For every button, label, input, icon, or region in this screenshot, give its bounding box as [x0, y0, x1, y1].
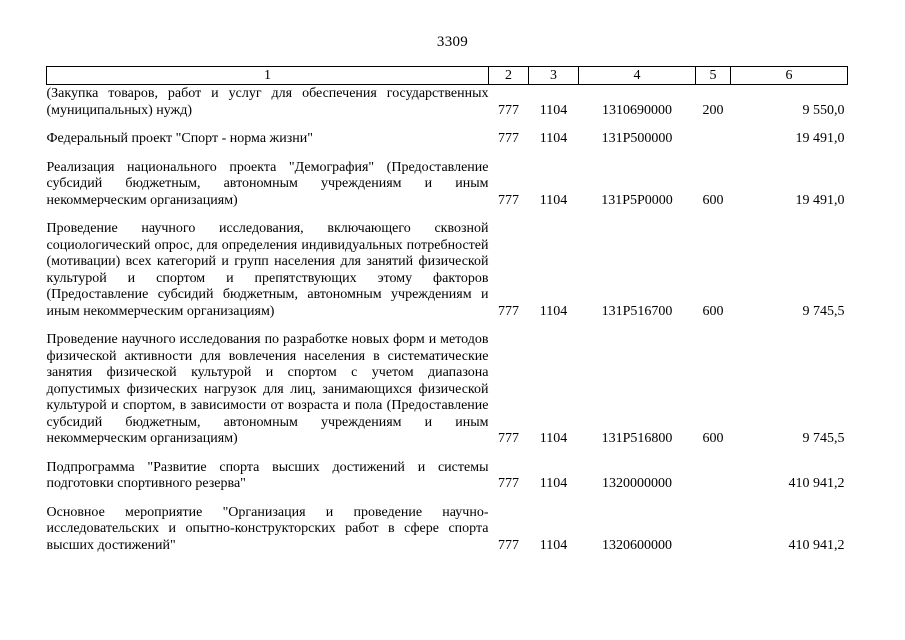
row-expense-type: [696, 505, 731, 567]
table-row: [47, 505, 848, 567]
row-ministry-code: 777: [498, 537, 519, 553]
column-header-6: 6: [731, 67, 848, 85]
row-amount: 19 491,0: [795, 192, 845, 208]
row-target-code: 131P516700: [601, 303, 673, 319]
row-target-code: 131P5P0000: [601, 192, 673, 208]
row-expense-type: 600: [702, 192, 724, 208]
page-number: 3309: [436, 34, 469, 50]
row-expense-type: 600: [702, 303, 724, 319]
row-section-code: 1104: [539, 476, 568, 491]
row-amount: 19 491,0: [795, 131, 845, 146]
table-row: [47, 85, 848, 132]
row-expense-type: 200: [702, 102, 724, 118]
row-target-code: 1320000000: [602, 476, 672, 491]
table-row: [47, 221, 848, 332]
row-description: Подпрограмма "Развитие спорта высших достижений и системы подготовки спортивного резерва": [46, 459, 489, 491]
row-ministry-code: 777: [498, 192, 519, 208]
row-target-code: 131P516800: [601, 431, 673, 446]
row-description: Реализация национального проекта "Демография" (Предоставление субсидий бюджетным, автономным учреждениям и иным некоммерческим организациям): [46, 159, 489, 208]
row-description: Основное мероприятие "Организация и проведение научно-исследовательских и опытно-конструкторских работ в сфере спорта высших достижений": [46, 504, 489, 553]
table-row: [47, 160, 848, 222]
row-target-code: 1320600000: [602, 537, 672, 553]
row-description: (Закупка товаров, работ и услуг для обеспечения государственных (муниципальных) нужд): [46, 86, 489, 118]
row-section-code: 1104: [539, 192, 568, 208]
row-description: Федеральный проект "Спорт - норма жизни": [46, 131, 313, 146]
row-amount: 9 745,5: [802, 303, 845, 319]
row-ministry-code: 777: [498, 431, 519, 446]
row-expense-type: 600: [702, 431, 724, 446]
row-description: Проведение научного исследования, включающего сквозной социологический опрос, для определения индивидуальных потребностей (мотивации) всех категорий и групп населения для занятий физической культурой и спортом и препятствующих этому факторов (Предоставление субсидий бюджетным, автономным учреждениям и иным некоммерческим организациям): [46, 221, 489, 319]
table-row: [47, 460, 848, 505]
row-amount: 410 941,2: [788, 476, 845, 491]
budget-table: [46, 66, 848, 566]
row-section-code: 1104: [539, 131, 568, 146]
row-section-code: 1104: [539, 537, 568, 553]
row-ministry-code: 777: [498, 131, 519, 146]
row-target-code: 1310690000: [602, 102, 672, 118]
row-amount: 9 550,0: [802, 102, 845, 118]
row-section-code: 1104: [539, 102, 568, 118]
column-header-2: 2: [489, 67, 529, 85]
row-expense-type: [696, 460, 731, 505]
row-ministry-code: 777: [498, 303, 519, 319]
row-ministry-code: 777: [498, 102, 519, 118]
table-row: [47, 332, 848, 460]
row-ministry-code: 777: [498, 476, 519, 491]
row-section-code: 1104: [539, 431, 568, 446]
column-header-4: 4: [579, 67, 696, 85]
row-section-code: 1104: [539, 303, 568, 319]
row-amount: 9 745,5: [802, 431, 845, 446]
row-target-code: 131P500000: [601, 131, 673, 146]
row-description: Проведение научного исследования по разработке новых форм и методов физической активности для вовлечения населения в систематические занятия физической культурой и спортом с учетом диапазона допустимых физических нагрузок для лиц, занимающихся физической культурой и спортом, в зависимости от возраста и пола (Предоставление субсидий бюджетным, автономным учреждениям и иным некоммерческим организациям): [46, 332, 489, 446]
column-header-3: 3: [529, 67, 579, 85]
column-header-5: 5: [696, 67, 731, 85]
row-expense-type: [696, 131, 731, 160]
column-header-1: 1: [47, 67, 489, 85]
table-header-row: [47, 67, 848, 85]
row-amount: 410 941,2: [788, 537, 845, 553]
table-row: [47, 131, 848, 160]
